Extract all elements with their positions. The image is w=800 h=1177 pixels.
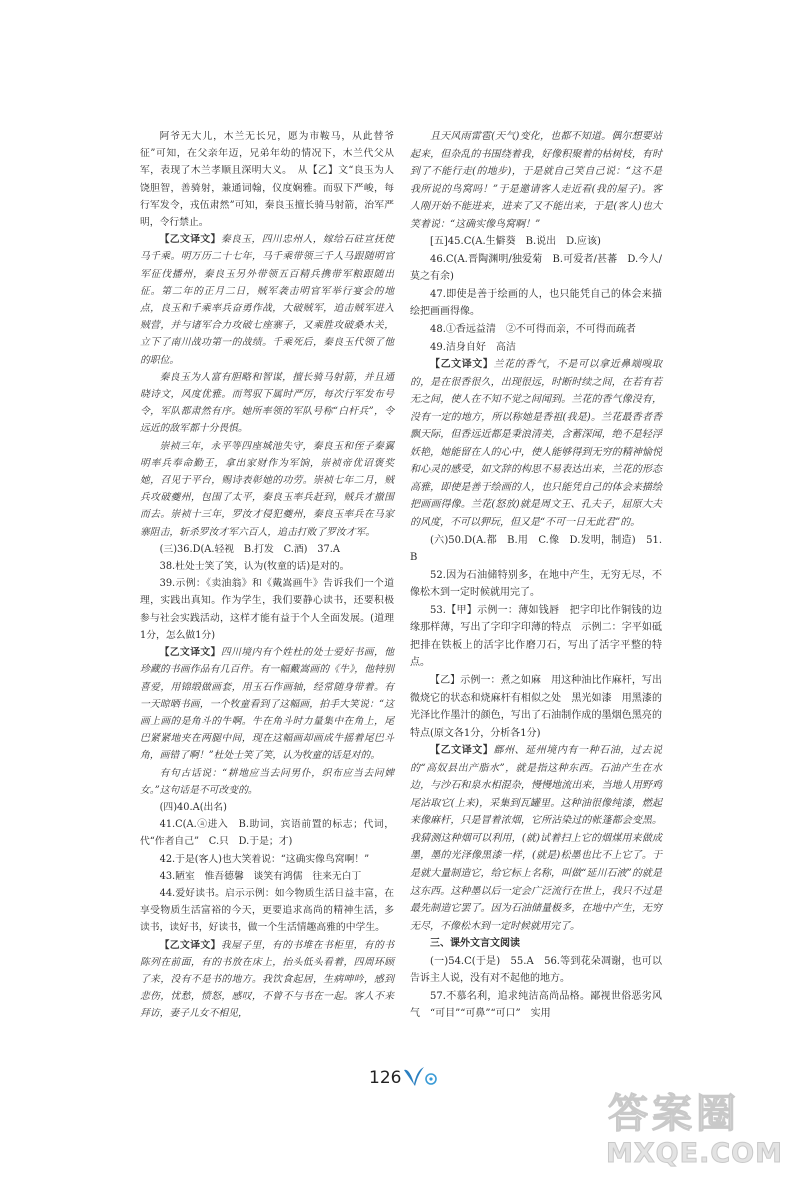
answer-paragraph <box>140 575 394 644</box>
paragraph-text: 53.【甲】示例一：薄如钱唇 把字印比作铜钱的边缘那样薄，写出了字印字印薄的特点 示例二：字平如砥 把排在铁板上的活字比作磨刀石，写出了活字平整的特点。 <box>410 604 672 669</box>
translation-tag: 【乙文译文】 <box>159 234 221 246</box>
answer-paragraph <box>140 799 394 816</box>
answer-paragraph <box>140 541 394 558</box>
answer-paragraph <box>140 816 394 850</box>
paragraph-text: 47.即使是善于绘画的人，也只能凭自己的体会来描绘把画画得像。 <box>410 288 662 318</box>
paragraph-text: 四川境内有个姓杜的处士爱好书画，他珍藏的书画作品有几百件。有一幅戴嵩画的《牛》，他特别喜爱，用锦缎做画套，用玉石作画轴，经常随身带着。有一天晾晒书画，一个牧童看到了这幅画，拍手大笑说：“这画上画的是角斗的牛啊。牛在角斗时力量集中在角上，尾巴紧紧地夹在两腿中间，现在这幅画却画成牛摇着尾巴斗角，画错了啊！”杜处士笑了笑，认为牧童的话是对的。 <box>140 647 395 762</box>
answer-paragraph <box>410 532 662 567</box>
paragraph-text: (六)50.D(A.都 B.用 C.像 D.发明，制造) 51.B <box>410 534 662 564</box>
paragraph-text: 44.爱好读书。启示示例：如今物质生活日益丰富，在享受物质生活富裕的今天，更要追求高尚的精神生活，多读书，读好书，好读书，做一个生活情趣高雅的中学生。 <box>140 887 394 934</box>
paragraph-text: 46.C(A.晋陶渊明/独爱菊 B.可爱者/甚蕃 D.今人/莫之有余) <box>410 253 662 283</box>
watermark-en: MXQE.COM <box>606 1138 783 1169</box>
paragraph-text: 三、课外文言文阅读 <box>430 938 520 950</box>
paragraph-text: 兰花的香气，不是可以拿近鼻端嗅取的，是在很香很久，出现很远，时断时续之间，在若有若无之间，使人在不知不觉之间闻到。兰花的香气像没有，没有一定的地方，所以称她是香祖(我是)。兰花最香者香飘天际，但香远近都是秉浪清美，含蓄深闻，绝不是轻浮妖艳，她能留在人的心中，使人能够得到无穷的精神愉悦和心灵的感受，如文辞的构思不易表达出来，兰花的形态高雅，即使是善于绘画的人，也只能凭自己的体会来描绘把画画得像。兰花(怒放)就是周文王、孔夫子，屈原大夫的风度，不可以狎玩，但又是“不可一日无此君”的。 <box>410 359 663 529</box>
paragraph-text: 48.①香远益清 ②不可得而亲，不可得而疏者 <box>430 324 636 336</box>
paragraph-text: 【乙】示例一：煮之如麻 用这种油比作麻杆，写出微烧它的状态和烧麻杆有相似之处 黑光如漆 用黑漆的光泽比作墨汁的颜色，写出了石油制作成的墨烟色黑亮的特点(原文各1分，分析各1分) <box>410 674 662 739</box>
answer-paragraph <box>410 356 662 531</box>
answer-paragraph <box>140 558 394 575</box>
answer-paragraph <box>140 851 394 868</box>
paragraph-text: 42.于是(客人)也大笑着说：“这确实像鸟窝啊！” <box>159 853 370 865</box>
answer-paragraph <box>410 672 662 742</box>
paragraph-text: 57.不慕名利，追求纯洁高尚品格。鄙视世俗恶劣风气 “可目”“可鼻”“可口” 实用 <box>410 990 662 1020</box>
paragraph-text: 阿爷无大儿，木兰无长兄，愿为市鞍马，从此替爷征”可知，在父亲年迈，兄弟年幼的情况下，木兰代父从军，表现了木兰孝顺且深明大义。 从【乙】文“良玉为人饶胆智，善骑射，兼通词翰，仪度娴雅。而驭下严峻，每行军发令，戎伍肃然”可知，秦良玉擅长骑马射箭，治军严明，令行禁止。 <box>140 131 394 229</box>
paragraph-text: [五]45.C(A.生僻葵 B.说出 D.应该) <box>430 236 601 248</box>
answer-paragraph <box>410 988 662 1023</box>
answer-paragraph <box>140 868 394 885</box>
paragraph-text: 41.C(A.ⓐ进入 B.助词，宾语前置的标志；代词，代“作者自己” C.只 D.于是；才) <box>140 819 394 848</box>
page-number: 126 <box>369 1068 402 1088</box>
paragraph-text: 崇祯三年，永平等四座城池失守，秦良玉和侄子秦翼明率兵奉命勤王，拿出家财作为军饷，崇祯帝优诏褒奖她，召见于平台，赐诗表彰她的功劳。崇祯七年二月，贼兵攻破夔州，包围了太平，秦良玉率兵赶到，贼兵才撤围而去。崇祯十三年，罗汝才侵犯夔州，秦良玉率兵在马家寨阻击，斩杀罗汝才军六百人，追击打败了罗汝才军。 <box>140 440 394 538</box>
answer-paragraph <box>410 567 662 602</box>
paragraph-text: (四)40.A(出名) <box>159 801 227 813</box>
translation-tag: 【乙文译文】 <box>159 647 221 659</box>
answer-paragraph <box>410 321 662 339</box>
publisher-logo-icon <box>402 1064 438 1088</box>
answer-paragraph <box>140 369 394 438</box>
translation-tag: 【乙文译文】 <box>430 359 494 371</box>
left-column <box>140 128 394 1023</box>
paragraph-text: 且天风雨雷雹(天气)变化，也都不知道。偶尔想要站起来，但杂乱的书围绕着我，好像积聚着的枯树枝，有时到了不能行走(的地步)，于是就自己笑自己说：“这不是我所说的鸟窝吗！”于是邀请客人走近看(我的屋子)。客人刚开始不能进来，进来了又不能出来，于是(客人)也大笑着说：“这确实像鸟窝啊！” <box>410 131 662 230</box>
paragraph-text: 43.陋室 惟吾德馨 谈笑有鸿儒 往来无白丁 <box>159 870 362 882</box>
paragraph-text: 秦良玉为人富有胆略和智谋，擅长骑马射箭，并且通晓诗文，风度优雅。而驾驭下属时严厉，每次行军发布号令，军队都肃然有序。她所率领的军队号称“白杆兵”，令远近的敌军都十分畏惧。 <box>140 371 394 435</box>
answer-paragraph <box>410 339 662 357</box>
answer-paragraph <box>410 128 662 233</box>
paragraph-text: 有句古话说：“耕地应当去问男仆，织布应当去问婢女。”这句话是不可改变的。 <box>140 767 394 796</box>
answer-paragraph <box>410 953 662 988</box>
paragraph-text: 秦良玉，四川忠州人，嫁给石砫宣抚使马千乘。明万历二十七年，马千乘带领三千人马跟随明官军征伐播州，秦良玉另外带领五百精兵携带军粮跟随出征。第二年的正月二日，贼军袭击明官军举行宴会的地点，良玉和千乘率兵奋勇作战，大破贼军，追击贼军进入贼营，并与诸军合力攻破七座寨子，又乘胜攻破桑木关，立下了南川战功第一的战绩。千乘死后，秦良玉代领了他的职位。 <box>140 234 395 366</box>
paragraph-text: 39.示例：《卖油翁》和《戴嵩画牛》告诉我们一个道理，实践出真知。作为学生，我们要静心读书，还要积极参与社会实践活动，这样才能有益于个人全面发展。(道理1分，怎么做1分) <box>140 578 394 641</box>
answer-paragraph <box>410 742 662 935</box>
paragraph-text: 52.因为石油储特别多，在地中产生，无穷无尽，不像松木到一定时候就用完了。 <box>410 569 662 599</box>
answer-paragraph <box>410 935 662 953</box>
translation-tag: 【乙文译文】 <box>159 939 221 951</box>
answer-paragraph <box>140 128 394 231</box>
paragraph-text: 49.洁身自好 高洁 <box>430 341 516 353</box>
paragraph-text: 38.杜处士笑了笑，认为(牧童的话)是对的。 <box>159 561 350 573</box>
answer-paragraph <box>140 765 394 799</box>
translation-tag: 【乙文译文】 <box>430 745 494 757</box>
answer-paragraph <box>140 231 394 369</box>
paragraph-text: 我屋子里，有的书堆在书柜里，有的书陈列在前面，有的书放在床上，抬头低头看着，四周环顾了来，没有不是书的地方。我饮食起居，生病呻吟，感到悲伤，忧愁，愤怒，感叹，不曾不与书在一起。客人不来拜访，妻子儿女不相见， <box>140 939 395 1020</box>
paragraph-text: 鄜州、延州境内有一种石油，过去说的“高奴县出产脂水”，就是指这种东西。石油产生在水边，与沙石和泉水相混杂，慢慢地流出来，当地人用野鸡尾沾取它(上来)，采集到瓦罐里。这种油很像纯漆，燃起来像麻杆，只是冒着浓烟，它所沾染过的帐篷都会变黑。我猜测这种烟可以利用，(就)试着扫上它的烟煤用来做成墨，墨的光泽像黑漆一样，(就是)松墨也比不上它了。于是就大量制造它，给它标上名称，叫做“延川石液”的就是这东西。这种墨以后一定会广泛流行在世上，我只不过是最先制造它罢了。因为石油储量极多，在地中产生，无穷无尽，不像松木到一定时候就用完了。 <box>410 745 663 932</box>
answer-paragraph <box>410 286 662 321</box>
paragraph-text: (三)36.D(A.轻视 B.打发 C.酒) 37.A <box>159 543 340 555</box>
answer-paragraph <box>410 233 662 251</box>
answer-paragraph <box>140 885 394 937</box>
right-column <box>410 128 672 1023</box>
answer-paragraph <box>140 644 394 764</box>
answer-paragraph <box>140 937 394 1023</box>
answer-paragraph <box>410 251 662 286</box>
answer-paragraph <box>410 602 672 672</box>
paragraph-text: (一)54.C(于是) 55.A 56.等到花朵凋谢，也可以告诉主人说，没有对不起他的地方。 <box>410 955 662 985</box>
answer-paragraph <box>140 438 394 541</box>
watermark-cn: 答案圈 <box>608 1091 740 1137</box>
